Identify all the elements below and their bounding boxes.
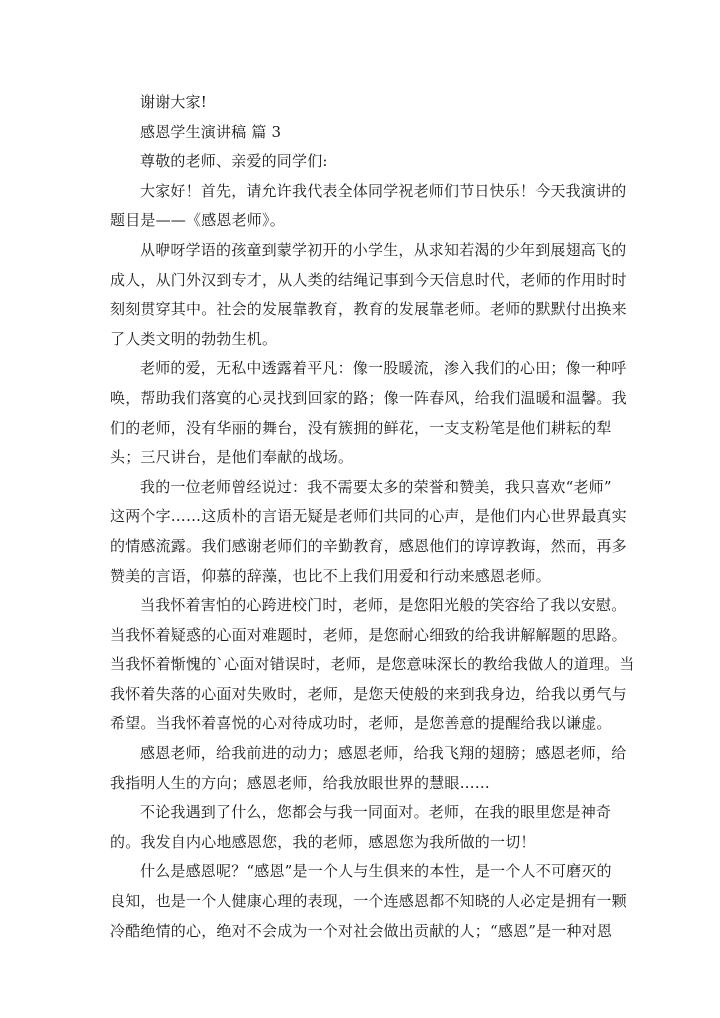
paragraph [110, 857, 627, 946]
paragraph-line: 老师的爱，无私中透露着平凡：像一股暖流，渗入我们的心田；像一种呼 [140, 359, 627, 378]
paragraph [110, 236, 627, 354]
paragraph [110, 473, 627, 591]
paragraph [110, 739, 627, 798]
paragraph-line: 头；三尺讲台，是他们奉献的战场。 [110, 448, 354, 467]
paragraph-line: 我怀着失落的心面对失败时，老师，是您天使般的来到我身边，给我以勇气与 [110, 684, 627, 703]
paragraph-line: 当我怀着惭愧的`心面对错误时，老师，是您意味深长的教给我做人的道理。当 [110, 655, 635, 674]
paragraph-line: 从咿呀学语的孩童到蒙学初开的小学生，从求知若渴的少年到展翅高飞的 [140, 240, 627, 259]
paragraph-line: 我指明人生的方向；感恩老师，给我放眼世界的慧眼…… [110, 773, 491, 792]
paragraph-line: 的情感流露。我们感谢老师们的辛勤教育，感恩他们的谆谆教诲，然而，再多 [110, 536, 627, 555]
salutation: 尊敬的老师、亲爱的同学们: [140, 152, 328, 171]
paragraph-line: 当我怀着疑惑的心面对难题时，老师，是您耐心细致的给我讲解解题的思路。 [110, 625, 627, 644]
paragraph [110, 177, 627, 236]
document-body [110, 88, 635, 946]
paragraph-line: 刻刻贯穿其中。社会的发展靠教育，教育的发展靠老师。老师的默默付出换来 [110, 300, 627, 319]
paragraph-line: 的。我发自内心地感恩您，我的老师，感恩您为我所做的一切！ [110, 832, 536, 851]
paragraph-line: 这两个字……这质朴的言语无疑是老师们共同的心声，是他们内心世界最真实 [110, 507, 627, 526]
section-title: 感恩学生演讲稿 篇 3 [140, 122, 282, 141]
paragraph-line: 希望。当我怀着喜悦的心对待成功时，老师，是您善意的提醒给我以谦虚。 [110, 714, 612, 733]
paragraph [110, 591, 635, 739]
paragraph [110, 798, 612, 857]
paragraph-line: 了人类文明的勃勃生机。 [110, 329, 278, 348]
paragraph-line: 不论我遇到了什么，您都会与我一同面对。老师，在我的眼里您是神奇 [140, 803, 612, 822]
paragraph-line: 良知，也是一个人健康心理的表现，一个连感恩都不知晓的人必定是拥有一颗 [110, 892, 627, 911]
opening-line: 谢谢大家! [140, 93, 208, 111]
paragraph-line: 感恩老师，给我前进的动力；感恩老师，给我飞翔的翅膀；感恩老师，给 [140, 744, 627, 763]
paragraph-line: 大家好！首先，请允许我代表全体同学祝老师们节日快乐！今天我演讲的 [140, 181, 627, 200]
paragraph-line: 成人，从门外汉到专才，从人类的结绳记事到今天信息时代，老师的作用时时 [110, 270, 627, 289]
paragraph-line: 唤，帮助我们落寞的心灵找到回家的路；像一阵春风，给我们温暖和温馨。我 [110, 388, 627, 407]
paragraph-line: 题目是——《感恩老师》。 [110, 211, 285, 230]
paragraph-line: 冷酷绝情的心，绝对不会成为一个对社会做出贡献的人；“感恩”是一种对恩 [110, 921, 613, 940]
paragraph-line: 们的老师，没有华丽的舞台，没有簇拥的鲜花，一支支粉笔是他们耕耘的犁 [110, 418, 612, 437]
paragraph-line: 赞美的言语，仰慕的辞藻，也比不上我们用爱和行动来感恩老师。 [110, 566, 551, 585]
paragraph-line: 我的一位老师曾经说过：我不需要太多的荣誉和赞美，我只喜欢“老师” [140, 477, 612, 496]
paragraph-line: 当我怀着害怕的心跨进校门时，老师，是您阳光般的笑容给了我以安慰。 [140, 596, 627, 615]
paragraph [110, 354, 627, 472]
paragraph-line: 什么是感恩呢？“感恩”是一个人与生俱来的本性，是一个人不可磨灭的 [140, 862, 612, 881]
